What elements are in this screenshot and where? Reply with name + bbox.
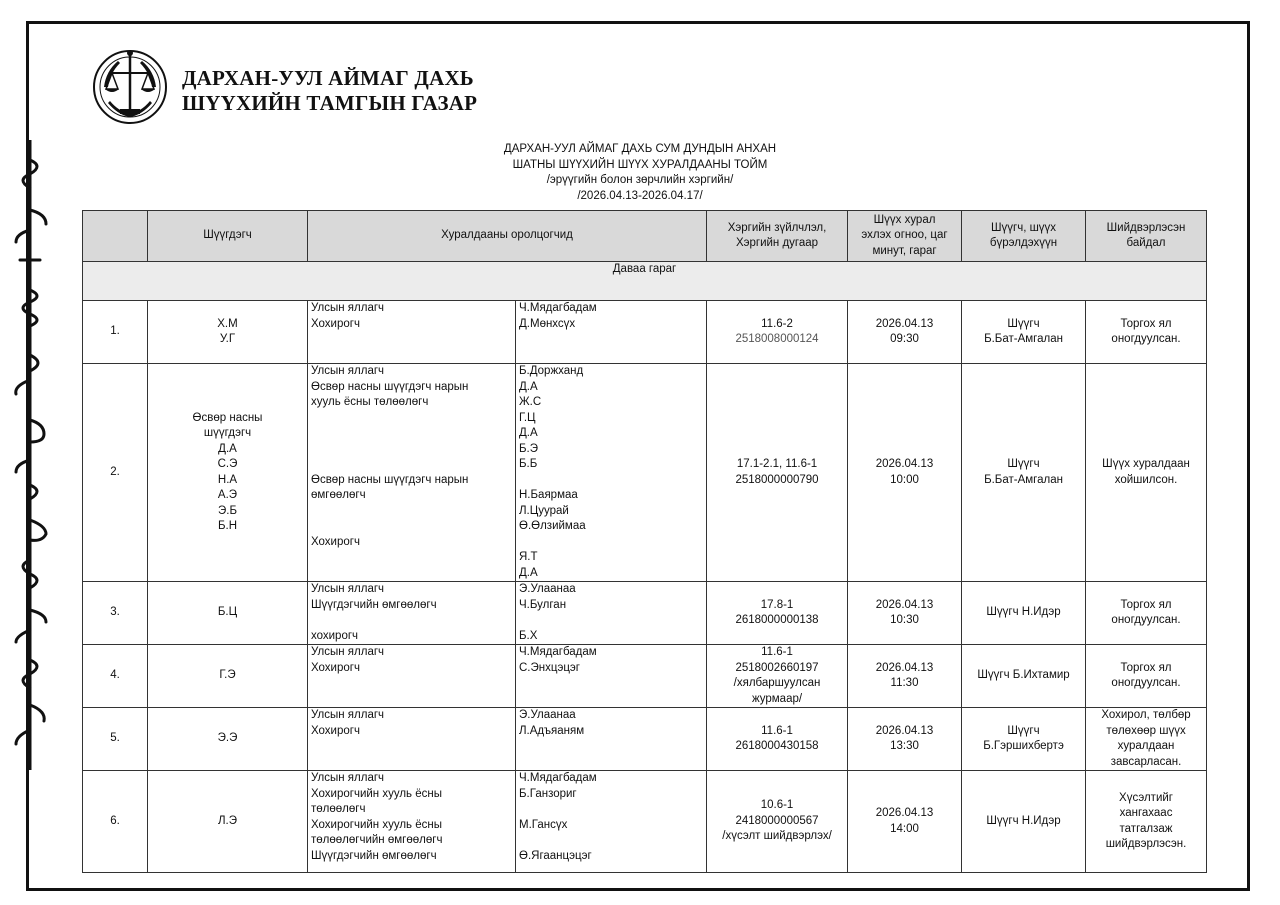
decision-cell: Хүсэлтийг хангахаас татгалзаж шийдвэрлэсэн.	[1086, 771, 1207, 873]
hearing-schedule-table	[82, 210, 1207, 873]
col-judge: Шүүгч, шүүх бүрэлдэхүүн	[962, 211, 1086, 262]
title-line-2: ШАТНЫ ШҮҮХИЙН ШҮҮХ ХУРАЛДААНЫ ТОЙМ	[512, 158, 768, 171]
case-cell: 11.6-1 2518002660197 /хялбаршуулсан журмаар/	[707, 645, 848, 708]
case-cell: 10.6-1 2418000000567 /хүсэлт шийдвэрлэх/	[707, 771, 848, 873]
document-title	[440, 142, 840, 204]
names-cell: Ч.Мядагбадам С.Энхцэцэг	[516, 645, 707, 708]
datetime-cell: 2026.04.13 09:30	[848, 301, 962, 364]
court-emblem	[90, 45, 170, 125]
col-defendant: Шүүгдэгч	[148, 211, 308, 262]
day-label: Даваа гараг	[83, 262, 1207, 301]
row-num: 5.	[83, 708, 148, 771]
decision-cell: Торгох ял оногдуулсан.	[1086, 582, 1207, 645]
defendant-cell: Х.М У.Г	[148, 301, 308, 364]
table-row	[83, 301, 1207, 364]
org-line-1: ДАРХАН-УУЛ АЙМАГ ДАХЬ	[182, 66, 474, 90]
defendant-cell: Г.Э	[148, 645, 308, 708]
decision-cell: Шүүх хуралдаан хойшилсон.	[1086, 364, 1207, 582]
names-cell: Э.Улаанаа Л.Адъяаням	[516, 708, 707, 771]
roles-cell: Улсын яллагч Өсвөр насны шүүгдэгч нарын хууль ёсны төлөөлөгч Өсвөр насны шүүгдэгч нарын өмгөөлөгч Хохирогч	[308, 364, 516, 582]
decision-cell: Торгох ял оногдуулсан.	[1086, 301, 1207, 364]
roles-cell: Улсын яллагч Хохирогчийн хууль ёсны төлөөлөгч Хохирогчийн хууль ёсны төлөөлөгчийн өмгөөлөгч Шүүгдэгчийн өмгөөлөгч	[308, 771, 516, 873]
col-case: Хэргийн зүйлчлэл, Хэргийн дугаар	[707, 211, 848, 262]
decision-cell: Хохирол, төлбөр төлөхөөр шүүх хуралдаан завсарласан.	[1086, 708, 1207, 771]
names-cell: Ч.Мядагбадам Б.Ганзориг М.Гансүх Ө.Ягаанцэцэг	[516, 771, 707, 873]
table-row	[83, 771, 1207, 873]
roles-cell: Улсын яллагч Хохирогч	[308, 645, 516, 708]
row-num: 1.	[83, 301, 148, 364]
datetime-cell: 2026.04.13 10:00	[848, 364, 962, 582]
defendant-cell: Б.Ц	[148, 582, 308, 645]
roles-cell: Улсын яллагч Хохирогч	[308, 301, 516, 364]
roles-cell: Улсын яллагч Хохирогч	[308, 708, 516, 771]
case-cell: 17.8-1 2618000000138	[707, 582, 848, 645]
row-num: 4.	[83, 645, 148, 708]
col-num	[83, 211, 148, 262]
names-cell: Э.Улаанаа Ч.Булган Б.Х	[516, 582, 707, 645]
mongolian-script-margin	[0, 140, 60, 770]
datetime-cell: 2026.04.13 11:30	[848, 645, 962, 708]
judge-cell: Шүүгч Н.Идэр	[962, 582, 1086, 645]
organization-name	[182, 66, 477, 116]
names-cell: Б.Доржханд Д.А Ж.С Г.Ц Д.А Б.Э Б.Б Н.Баярмаа Л.Цуурай Ө.Өлзиймаа Я.Т Д.А	[516, 364, 707, 582]
defendant-cell: Л.Э	[148, 771, 308, 873]
col-participants: Хуралдааны оролцогчид	[308, 211, 707, 262]
col-decision: Шийдвэрлэсэн байдал	[1086, 211, 1207, 262]
table-row	[83, 582, 1207, 645]
table-row	[83, 364, 1207, 582]
judge-cell: Шүүгч Б.Бат-Амгалан	[962, 301, 1086, 364]
case-cell: 11.6-1 2618000430158	[707, 708, 848, 771]
decision-cell: Торгох ял оногдуулсан.	[1086, 645, 1207, 708]
defendant-cell: Э.Э	[148, 708, 308, 771]
table-header-row	[83, 211, 1207, 262]
case-cell: 11.6-2 2518008000124	[707, 301, 848, 364]
row-num: 6.	[83, 771, 148, 873]
row-num: 2.	[83, 364, 148, 582]
judge-cell: Шүүгч Б.Ихтамир	[962, 645, 1086, 708]
title-line-3: /эрүүгийн болон зөрчлийн хэргийн/	[546, 174, 734, 186]
names-cell: Ч.Мядагбадам Д.Мөнхсүх	[516, 301, 707, 364]
row-num: 3.	[83, 582, 148, 645]
title-line-1: ДАРХАН-УУЛ АЙМАГ ДАХЬ СУМ ДУНДЫН АНХАН	[503, 143, 777, 155]
judge-cell: Шүүгч Б.Бат-Амгалан	[962, 364, 1086, 582]
datetime-cell: 2026.04.13 10:30	[848, 582, 962, 645]
datetime-cell: 2026.04.13 13:30	[848, 708, 962, 771]
case-cell: 17.1-2.1, 11.6-1 2518000000790	[707, 364, 848, 582]
col-time: Шүүх хурал эхлэх огноо, цаг минут, гараг	[848, 211, 962, 262]
table-row	[83, 708, 1207, 771]
defendant-cell: Өсвөр насны шүүгдэгч Д.А С.Э Н.А А.Э Э.Б Б.Н	[148, 364, 308, 582]
judge-cell: Шүүгч Б.Гэршихбертэ	[962, 708, 1086, 771]
datetime-cell: 2026.04.13 14:00	[848, 771, 962, 873]
judge-cell: Шүүгч Н.Идэр	[962, 771, 1086, 873]
title-line-4: /2026.04.13-2026.04.17/	[577, 189, 703, 202]
org-line-2: ШҮҮХИЙН ТАМГЫН ГАЗАР	[182, 91, 478, 115]
day-row	[83, 262, 1207, 301]
table-row	[83, 645, 1207, 708]
roles-cell: Улсын яллагч Шүүгдэгчийн өмгөөлөгч хохирогч	[308, 582, 516, 645]
